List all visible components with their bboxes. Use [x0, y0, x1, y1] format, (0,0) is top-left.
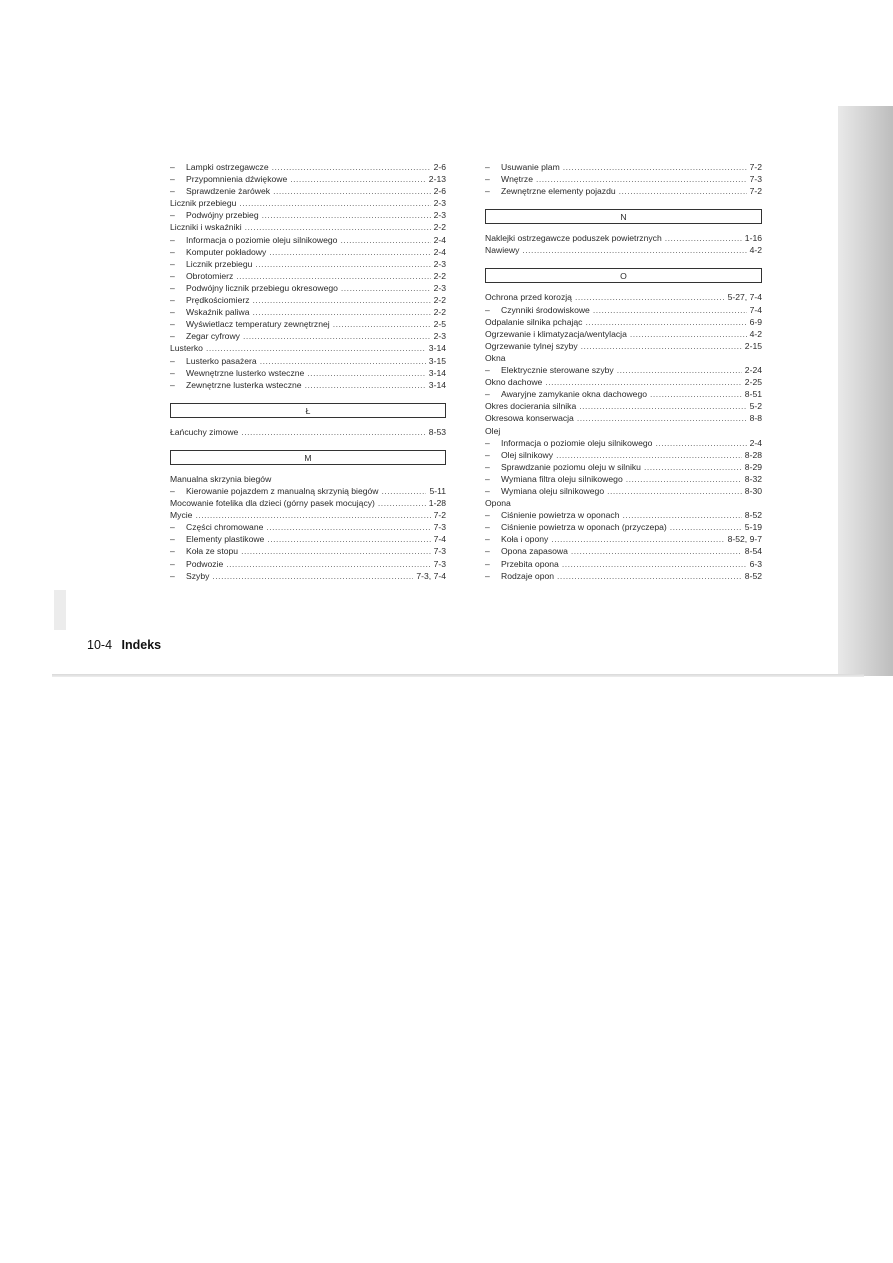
entry-page-ref: 7-3 — [433, 546, 446, 557]
entry-page-ref: 8-8 — [749, 413, 762, 424]
entry-page-ref: 7-3 — [749, 174, 762, 185]
entry-page-ref: 5-19 — [744, 522, 762, 533]
subentry-dash: – — [485, 174, 490, 185]
dot-leader — [245, 221, 431, 233]
entry-label: Awaryjne zamykanie okna dachowego — [501, 389, 648, 400]
index-subentry — [170, 485, 446, 497]
entry-label: Wymiana oleju silnikowego — [501, 485, 605, 496]
subentry-dash: – — [485, 449, 490, 460]
entry-page-ref: 8-29 — [744, 461, 762, 472]
entry-label: Ogrzewanie tylnej szyby — [485, 340, 578, 351]
subentry-dash: – — [170, 162, 175, 172]
entry-label: Kierowanie pojazdem z manualną skrzynią biegów — [186, 485, 379, 496]
subentry-dash: – — [170, 258, 175, 269]
entry-page-ref: 3-14 — [428, 379, 446, 390]
subentry-dash: – — [170, 270, 175, 281]
entry-page-ref: 2-4 — [749, 437, 762, 448]
subentry-dash: – — [170, 295, 175, 306]
dot-leader — [562, 558, 747, 570]
subentry-dash: – — [485, 485, 490, 496]
entry-page-ref: 2-6 — [433, 162, 446, 172]
dot-leader — [262, 209, 431, 221]
index-subentry — [170, 294, 446, 306]
entry-page-ref: 2-3 — [433, 258, 446, 269]
entry-page-ref: 7-3 — [433, 522, 446, 533]
index-subentry — [485, 161, 762, 173]
index-subentry — [170, 318, 446, 330]
index-entry — [485, 425, 762, 437]
entry-label: Ciśnienie powietrza w oponach (przyczepa) — [501, 522, 667, 533]
dot-leader — [243, 330, 431, 342]
subentry-dash: – — [485, 437, 490, 448]
entry-label: Opona — [485, 498, 511, 509]
entry-page-ref: 7-2 — [433, 510, 446, 521]
subentry-dash: – — [485, 365, 490, 376]
dot-leader — [522, 244, 746, 256]
dot-leader — [305, 379, 426, 391]
page-edge-shadow — [838, 106, 893, 676]
index-subentry — [170, 209, 446, 221]
dot-leader — [563, 161, 747, 173]
entry-page-ref: 8-30 — [744, 485, 762, 496]
section-letter-header: Ł — [170, 403, 446, 418]
index-entry — [170, 509, 446, 521]
dot-leader — [253, 294, 431, 306]
dot-leader — [239, 197, 430, 209]
index-entry — [170, 426, 446, 438]
index-subentry — [170, 521, 446, 533]
entry-page-ref: 8-54 — [744, 546, 762, 557]
entry-page-ref: 2-2 — [433, 222, 446, 233]
index-subentry — [485, 558, 762, 570]
entry-label: Podwozie — [186, 558, 224, 569]
dot-leader — [626, 473, 742, 485]
dot-leader — [378, 497, 426, 509]
dot-leader — [536, 173, 747, 185]
subentry-dash: – — [170, 379, 175, 390]
entry-page-ref: 2-4 — [433, 234, 446, 245]
index-entry — [485, 400, 762, 412]
entry-page-ref: 2-2 — [433, 270, 446, 281]
entry-label: Szyby — [186, 570, 210, 581]
subentry-dash: – — [485, 389, 490, 400]
subentry-dash: – — [170, 282, 175, 293]
index-subentry — [170, 533, 446, 545]
index-subentry — [170, 173, 446, 185]
subentry-dash: – — [170, 234, 175, 245]
section-spacer — [170, 465, 446, 473]
entry-page-ref: 8-52 — [744, 510, 762, 521]
entry-page-ref: 5-11 — [429, 485, 446, 496]
dot-leader — [650, 388, 742, 400]
entry-label: Rodzaje opon — [501, 570, 555, 581]
index-subentry — [485, 437, 762, 449]
entry-page-ref: 2-15 — [744, 340, 762, 351]
entry-page-ref: 6-9 — [749, 316, 762, 327]
entry-page-ref: 7-2 — [749, 186, 762, 197]
subentry-dash: – — [170, 307, 175, 318]
entry-label: Odpalanie silnika pchając — [485, 316, 583, 327]
dot-leader — [266, 521, 430, 533]
index-subentry — [485, 521, 762, 533]
dot-leader — [619, 185, 747, 197]
subentry-dash: – — [485, 162, 490, 172]
entry-page-ref: 2-3 — [433, 198, 446, 209]
subentry-dash: – — [485, 510, 490, 521]
entry-label: Okna — [485, 352, 506, 363]
entry-page-ref: 8-28 — [744, 449, 762, 460]
dot-leader — [617, 364, 742, 376]
index-entry — [485, 291, 762, 303]
dot-leader — [195, 509, 430, 521]
index-entry — [170, 197, 446, 209]
index-subentry — [170, 282, 446, 294]
section-spacer — [170, 418, 446, 426]
entry-page-ref: 7-4 — [433, 534, 446, 545]
subentry-dash: – — [170, 485, 175, 496]
entry-label: Wyświetlacz temperatury zewnętrznej — [186, 319, 330, 330]
dot-leader — [307, 367, 426, 379]
entry-label: Manualna skrzynia biegów — [170, 473, 272, 484]
entry-label: Ciśnienie powietrza w oponach — [501, 510, 620, 521]
dot-leader — [545, 376, 741, 388]
page-bottom-rule — [52, 674, 864, 677]
dot-leader — [644, 461, 742, 473]
entry-page-ref: 2-6 — [433, 186, 446, 197]
entry-label: Okres docierania silnika — [485, 401, 577, 412]
dot-leader — [382, 485, 427, 497]
entry-label: Zegar cyfrowy — [186, 331, 240, 342]
entry-label: Usuwanie plam — [501, 162, 560, 172]
index-subentry — [170, 161, 446, 173]
subentry-dash: – — [170, 355, 175, 366]
entry-page-ref: 7-3 — [433, 558, 446, 569]
dot-leader — [577, 412, 747, 424]
index-subentry — [170, 185, 446, 197]
entry-label: Informacja o poziomie oleju silnikowego — [501, 437, 653, 448]
entry-label: Elektrycznie sterowane szyby — [501, 365, 614, 376]
entry-label: Elementy plastikowe — [186, 534, 265, 545]
dot-leader — [665, 232, 742, 244]
index-subentry — [485, 388, 762, 400]
entry-page-ref: 2-13 — [428, 174, 446, 185]
entry-page-ref: 3-14 — [428, 343, 446, 354]
index-subentry — [170, 306, 446, 318]
index-entry — [485, 497, 762, 509]
index-entry — [485, 376, 762, 388]
dot-leader — [236, 270, 430, 282]
subentry-dash: – — [170, 570, 175, 581]
entry-label: Olej silnikowy — [501, 449, 554, 460]
entry-page-ref: 7-4 — [749, 304, 762, 315]
dot-leader — [212, 570, 413, 582]
index-subentry — [485, 173, 762, 185]
dot-leader — [655, 437, 746, 449]
dot-leader — [607, 485, 742, 497]
index-entry — [170, 473, 446, 485]
entry-label: Licznik przebiegu — [170, 198, 237, 209]
index-subentry — [485, 449, 762, 461]
index-subentry — [170, 545, 446, 557]
index-subentry — [170, 379, 446, 391]
entry-page-ref: 5-27, 7-4 — [727, 292, 762, 303]
entry-label: Licznik przebiegu — [186, 258, 253, 269]
index-subentry — [170, 258, 446, 270]
entry-label: Koła ze stopu — [186, 546, 239, 557]
entry-label: Wewnętrzne lusterko wsteczne — [186, 367, 305, 378]
scan-smudge — [54, 590, 66, 630]
entry-label: Mocowanie fotelika dla dzieci (górny pasek mocujący) — [170, 498, 375, 509]
dot-leader — [557, 570, 742, 582]
entry-page-ref: 2-25 — [744, 377, 762, 388]
index-subentry — [170, 246, 446, 258]
subentry-dash: – — [170, 210, 175, 221]
index-entry — [485, 244, 762, 256]
page-number: 10-4 — [87, 638, 113, 652]
index-subentry — [485, 473, 762, 485]
entry-label: Nawiewy — [485, 245, 520, 256]
subentry-dash: – — [170, 367, 175, 378]
subentry-dash: – — [170, 174, 175, 185]
index-column-right — [485, 161, 762, 582]
entry-label: Podwójny licznik przebiegu okresowego — [186, 282, 338, 293]
index-subentry — [485, 461, 762, 473]
entry-label: Liczniki i wskaźniki — [170, 222, 242, 233]
subentry-dash: – — [485, 522, 490, 533]
index-subentry — [170, 234, 446, 246]
dot-leader — [622, 509, 741, 521]
entry-page-ref: 2-4 — [433, 246, 446, 257]
entry-label: Wnętrze — [501, 174, 533, 185]
subentry-dash: – — [485, 570, 490, 581]
index-subentry — [485, 364, 762, 376]
entry-label: Komputer pokładowy — [186, 246, 267, 257]
subentry-dash: – — [485, 473, 490, 484]
entry-page-ref: 1-28 — [428, 498, 446, 509]
index-subentry — [485, 509, 762, 521]
entry-page-ref: 7-2 — [749, 162, 762, 172]
subentry-dash: – — [170, 246, 175, 257]
index-entry — [170, 342, 446, 354]
section-letter-header: N — [485, 209, 762, 224]
index-entry — [485, 352, 762, 364]
dot-leader — [255, 258, 430, 270]
entry-label: Wymiana filtra oleju silnikowego — [501, 473, 623, 484]
section-letter-header: M — [170, 450, 446, 465]
index-subentry — [170, 558, 446, 570]
entry-page-ref: 2-2 — [433, 307, 446, 318]
section-title: Indeks — [121, 638, 162, 652]
dot-leader — [575, 291, 725, 303]
dot-leader — [272, 161, 431, 173]
index-subentry — [485, 545, 762, 557]
entry-page-ref: 2-24 — [744, 365, 762, 376]
dot-leader — [571, 545, 742, 557]
entry-label: Części chromowane — [186, 522, 264, 533]
entry-page-ref: 3-15 — [428, 355, 446, 366]
dot-leader — [579, 400, 746, 412]
dot-leader — [630, 328, 747, 340]
entry-page-ref: 8-52 — [744, 570, 762, 581]
entry-label: Okno dachowe — [485, 377, 543, 388]
entry-page-ref: 7-3, 7-4 — [416, 570, 446, 581]
dot-leader — [260, 355, 426, 367]
entry-page-ref: 3-14 — [428, 367, 446, 378]
index-entry — [485, 340, 762, 352]
index-entry — [170, 221, 446, 233]
index-subentry — [485, 304, 762, 316]
entry-label: Zewnętrzne lusterka wsteczne — [186, 379, 302, 390]
entry-label: Lusterko — [170, 343, 203, 354]
subentry-dash: – — [485, 534, 490, 545]
entry-label: Sprawdzenie żarówek — [186, 186, 271, 197]
dot-leader — [241, 545, 431, 557]
index-entry — [170, 497, 446, 509]
index-entry — [485, 316, 762, 328]
index-entry — [485, 328, 762, 340]
index-column-left — [170, 161, 446, 582]
entry-label: Wskaźnik paliwa — [186, 307, 250, 318]
entry-page-ref: 8-52, 9-7 — [727, 534, 762, 545]
section-spacer — [485, 197, 762, 209]
subentry-dash: – — [485, 546, 490, 557]
subentry-dash: – — [170, 331, 175, 342]
section-spacer — [170, 438, 446, 450]
subentry-dash: – — [485, 304, 490, 315]
section-spacer — [485, 224, 762, 232]
dot-leader — [241, 426, 425, 438]
dot-leader — [273, 185, 431, 197]
entry-label: Przebita opona — [501, 558, 559, 569]
entry-page-ref: 8-51 — [744, 389, 762, 400]
entry-label: Zewnętrzne elementy pojazdu — [501, 186, 616, 197]
subentry-dash: – — [170, 522, 175, 533]
index-subentry — [170, 367, 446, 379]
dot-leader — [269, 246, 430, 258]
entry-label: Mycie — [170, 510, 193, 521]
dot-leader — [581, 340, 742, 352]
index-entry — [485, 232, 762, 244]
section-spacer — [485, 283, 762, 291]
entry-page-ref: 8-32 — [744, 473, 762, 484]
dot-leader — [333, 318, 431, 330]
subentry-dash: – — [170, 546, 175, 557]
entry-page-ref: 1-16 — [744, 233, 762, 244]
entry-page-ref: 2-3 — [433, 282, 446, 293]
subentry-dash: – — [170, 558, 175, 569]
dot-leader — [593, 304, 747, 316]
entry-label: Informacja o poziomie oleju silnikowego — [186, 234, 338, 245]
dot-leader — [340, 234, 430, 246]
subentry-dash: – — [485, 461, 490, 472]
page-footer — [87, 638, 161, 652]
dot-leader — [556, 449, 742, 461]
entry-page-ref: 2-2 — [433, 295, 446, 306]
index-subentry — [170, 270, 446, 282]
dot-leader — [290, 173, 426, 185]
entry-label: Lusterko pasażera — [186, 355, 257, 366]
index-subentry — [170, 570, 446, 582]
subentry-dash: – — [485, 558, 490, 569]
index-subentry — [170, 355, 446, 367]
subentry-dash: – — [485, 186, 490, 197]
section-spacer — [170, 391, 446, 403]
subentry-dash: – — [170, 319, 175, 330]
entry-page-ref: 2-3 — [433, 331, 446, 342]
index-subentry — [485, 533, 762, 545]
entry-label: Łańcuchy zimowe — [170, 426, 239, 437]
entry-page-ref: 5-2 — [749, 401, 762, 412]
index-subentry — [170, 330, 446, 342]
section-letter-header: O — [485, 268, 762, 283]
dot-leader — [551, 533, 724, 545]
dot-leader — [226, 558, 430, 570]
dot-leader — [670, 521, 742, 533]
entry-page-ref: 6-3 — [749, 558, 762, 569]
dot-leader — [206, 342, 426, 354]
entry-label: Obrotomierz — [186, 270, 234, 281]
entry-page-ref: 2-3 — [433, 210, 446, 221]
entry-page-ref: 2-5 — [433, 319, 446, 330]
entry-label: Naklejki ostrzegawcze poduszek powietrznych — [485, 233, 662, 244]
entry-label: Ogrzewanie i klimatyzacja/wentylacja — [485, 328, 627, 339]
subentry-dash: – — [170, 186, 175, 197]
entry-label: Prędkościomierz — [186, 295, 250, 306]
subentry-dash: – — [170, 534, 175, 545]
dot-leader — [267, 533, 430, 545]
index-subentry — [485, 185, 762, 197]
dot-leader — [341, 282, 431, 294]
entry-label: Okresowa konserwacja — [485, 413, 574, 424]
dot-leader — [253, 306, 431, 318]
entry-page-ref: 4-2 — [749, 245, 762, 256]
entry-page-ref: 4-2 — [749, 328, 762, 339]
index-subentry — [485, 485, 762, 497]
entry-label: Opona zapasowa — [501, 546, 568, 557]
index-entry — [485, 412, 762, 424]
entry-label: Czynniki środowiskowe — [501, 304, 590, 315]
entry-label: Podwójny przebieg — [186, 210, 259, 221]
entry-label: Koła i opony — [501, 534, 549, 545]
entry-page-ref: 8-53 — [428, 426, 446, 437]
entry-label: Sprawdzanie poziomu oleju w silniku — [501, 461, 641, 472]
index-subentry — [485, 570, 762, 582]
dot-leader — [585, 316, 746, 328]
section-spacer — [485, 256, 762, 268]
entry-label: Ochrona przed korozją — [485, 292, 572, 303]
entry-label: Przypomnienia dźwiękowe — [186, 174, 288, 185]
entry-label: Olej — [485, 425, 501, 436]
entry-label: Lampki ostrzegawcze — [186, 162, 269, 172]
